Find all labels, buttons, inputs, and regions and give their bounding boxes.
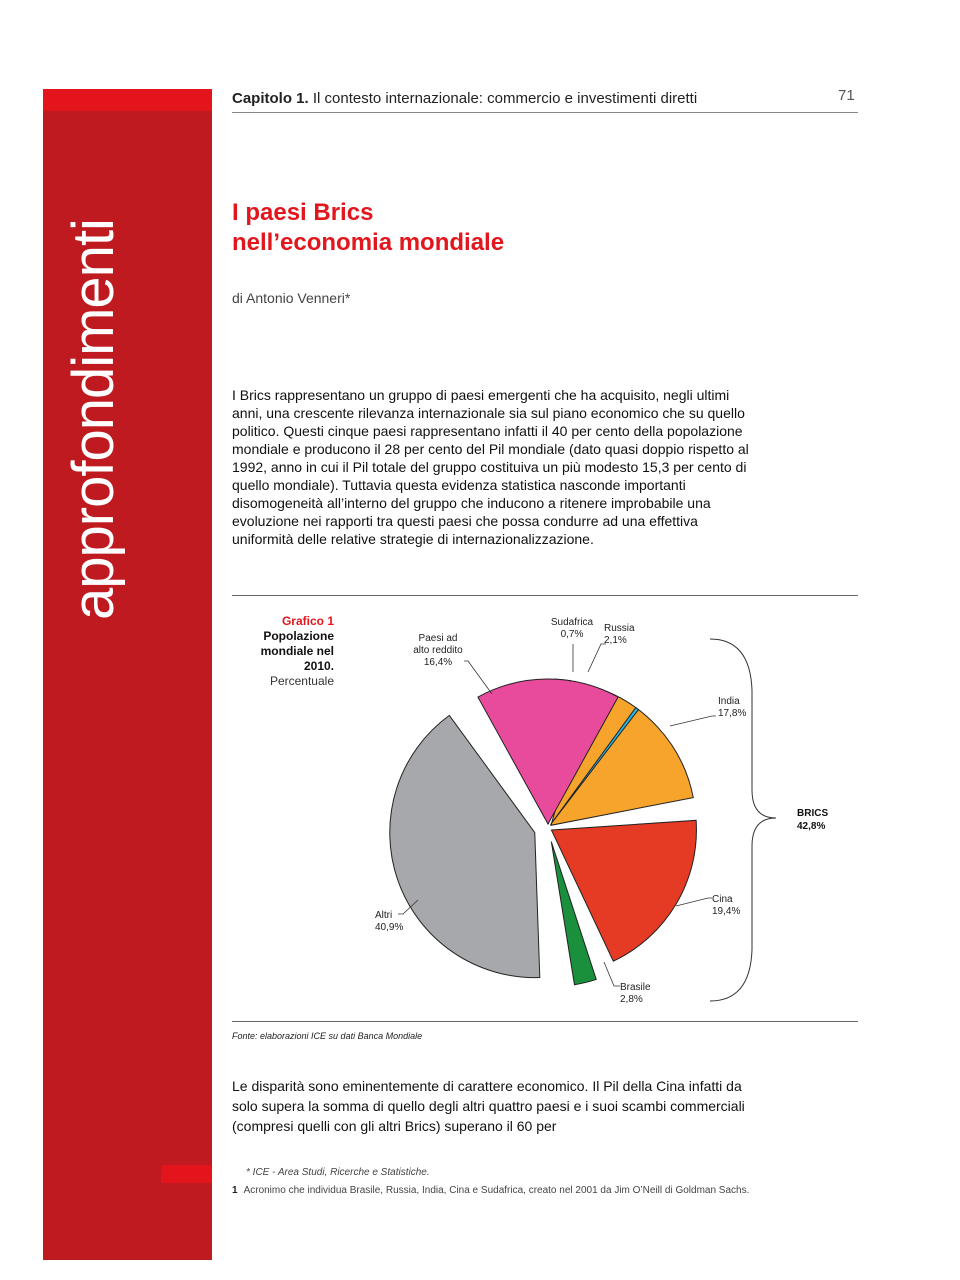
- figure-title-line1: Popolazione: [263, 629, 334, 643]
- footnote-1-text: Acronimo che individua Brasile, Russia, India, Cina e Sudafrica, creato nel 2001 da Jim O’Neill di Goldman Sachs.: [243, 1185, 750, 1196]
- slice-label-cina: Cina 19,4%: [712, 894, 741, 917]
- leader-line-cina: [676, 898, 712, 906]
- footnote-author: * ICE - Area Studi, Ricerche e Statistiche.: [246, 1167, 430, 1178]
- leader-line-russia: [588, 644, 606, 672]
- slice-label-brasile: Brasile 2,8%: [620, 982, 651, 1005]
- footnote-1-number: 1: [232, 1185, 238, 1196]
- brics-brace: [710, 639, 776, 1001]
- brics-label: BRICS: [797, 808, 829, 819]
- leader-line-brasile: [604, 962, 620, 986]
- article-title-line1: I paesi Brics: [232, 199, 374, 226]
- figure-source: Fonte: elaborazioni ICE su dati Banca Mondiale: [232, 1031, 423, 1041]
- chapter-title: Il contesto internazionale: commercio e investimenti diretti: [312, 90, 698, 107]
- slice-label-altri: Altri 40,9%: [375, 910, 404, 933]
- chapter-label: Capitolo 1.: [232, 90, 309, 107]
- article-title-line2: nell’economia mondiale: [232, 229, 505, 256]
- article-author: di Antonio Venneri*: [232, 290, 351, 306]
- figure-label: Grafico 1: [281, 614, 334, 628]
- leader-line-india: [670, 716, 716, 726]
- figure-subtitle: Percentuale: [269, 674, 334, 688]
- page-number: 71: [838, 87, 855, 104]
- footnote-1: [232, 1185, 752, 1197]
- brics-value: 42,8%: [797, 821, 826, 832]
- slice-label-india: India 17,8%: [718, 696, 747, 719]
- slice-label-russia: Russia 2,1%: [604, 623, 635, 646]
- intro-paragraph: I Brics rappresentano un gruppo di paesi emergenti che ha acquisito, negli ultimi anni, una crescente rilevanza internazionale sia sul piano economico che su quello politico. Questi cinque paesi rappresentano infatti il 40 per cento della popolazione mondiale e producono il 28 per cento del Pil mondiale (dato quasi doppio rispetto al 1992, anno in cui il Pil totale del gruppo costituiva un più modesto 15,3 per cento di quello mondiale). Tuttavia questa evidenza statistica nasconde importanti disomogeneità all’interno del gruppo che inducono a ritenere improbabile una evoluzione nei rapporti tra questi paesi che possa condurre ad una effettiva uniformità delle relative strategie di internazionalizzazione.: [232, 387, 749, 547]
- figure-title-line3: 2010.: [303, 659, 334, 673]
- figure-title-line2: mondiale nel: [260, 644, 334, 658]
- body-paragraph: Le disparità sono eminentemente di carattere economico. Il Pil della Cina infatti da solo supera la somma di quello degli altri quattro paesi e i suoi scambi commerciali (compresi quelli con gli altri Brics) superano il 60 per: [232, 1078, 745, 1134]
- figure-bottom-rule: [232, 1021, 858, 1022]
- slice-label-paesi-ad-alto-reddito: Paesi ad alto reddito 16,4%: [413, 633, 463, 668]
- slice-label-sudafrica: Sudafrica 0,7%: [550, 617, 594, 640]
- leader-line-paesi-ad-alto-reddito: [464, 661, 492, 694]
- section-word-text: approfondimenti: [61, 219, 126, 620]
